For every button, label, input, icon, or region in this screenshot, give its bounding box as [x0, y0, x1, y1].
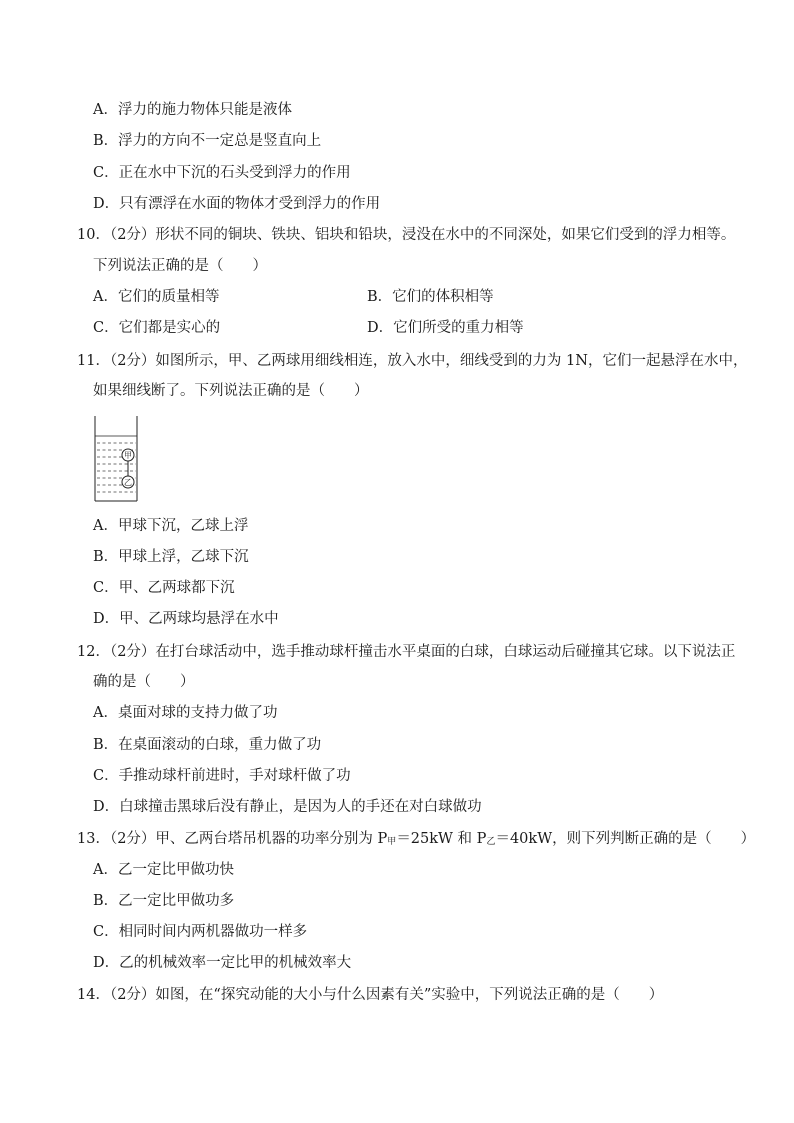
ball-jia-label: 甲 — [124, 451, 132, 460]
q11-option-d: D．甲、乙两球均悬浮在水中 — [93, 611, 279, 627]
q13-stem-part2: ＝25kW 和 P — [396, 831, 487, 847]
q10-option-a: A．它们的质量相等 — [93, 289, 220, 305]
q12-stem-line1: 12．（2分）在打台球活动中，选手推动球杆撞击水平桌面的白球，白球运动后碰撞其它球。以下说法正 — [77, 644, 736, 660]
q11-option-b: B．甲球上浮，乙球下沉 — [93, 549, 249, 565]
q13-option-b: B．乙一定比甲做功多 — [93, 893, 235, 909]
q9-option-c: C．正在水中下沉的石头受到浮力的作用 — [93, 165, 351, 181]
q13-stem-part3: ＝40kW，则下列判断正确的是（ ） — [495, 831, 756, 847]
q10-stem-line2: 下列说法正确的是（ ） — [93, 258, 267, 274]
q14-stem-line1: 14．（2分）如图，在“探究动能的大小与什么因素有关”实验中，下列说法正确的是（ ） — [77, 987, 664, 1003]
q11-beaker-figure — [94, 416, 138, 502]
q10-option-b: B．它们的体积相等 — [367, 289, 494, 305]
q10-stem-line1: 10．（2分）形状不同的铜块、铁块、铝块和铅块，浸没在水中的不同深处，如果它们受到的浮力相等。 — [77, 227, 736, 243]
q12-option-b: B．在桌面滚动的白球，重力做了功 — [93, 737, 322, 753]
q12-stem-line2: 确的是（ ） — [93, 674, 195, 690]
q13-subscript-jia: 甲 — [387, 837, 397, 847]
q12-option-a: A．桌面对球的支持力做了功 — [93, 705, 278, 721]
q13-subscript-yi: 乙 — [486, 837, 496, 847]
q9-option-a: A．浮力的施力物体只能是液体 — [93, 102, 292, 118]
q10-option-d: D．它们所受的重力相等 — [367, 320, 524, 336]
q13-option-a: A．乙一定比甲做功快 — [93, 862, 234, 878]
q13-stem-part1: 13．（2分）甲、乙两台塔吊机器的功率分别为 P — [77, 831, 388, 847]
q11-option-a: A．甲球下沉，乙球上浮 — [93, 518, 249, 534]
q12-option-c: C．手推动球杆前进时，手对球杆做了功 — [93, 768, 351, 784]
q9-option-d: D．只有漂浮在水面的物体才受到浮力的作用 — [93, 196, 381, 212]
q13-option-d: D．乙的机械效率一定比甲的机械效率大 — [93, 955, 352, 971]
q11-stem-line2: 如果细线断了。下列说法正确的是（ ） — [93, 383, 369, 399]
q13-stem — [77, 829, 755, 852]
ball-yi-label: 乙 — [124, 478, 132, 487]
q10-option-c: C．它们都是实心的 — [93, 320, 221, 336]
q11-stem-line1: 11．（2分）如图所示，甲、乙两球用细线相连，放入水中，细线受到的力为 1N，它们一起悬浮在水中， — [77, 353, 748, 369]
q13-option-c: C．相同时间内两机器做功一样多 — [93, 924, 308, 940]
q12-option-d: D．白球撞击黑球后没有静止，是因为人的手还在对白球做功 — [93, 799, 482, 815]
q11-option-c: C．甲、乙两球都下沉 — [93, 580, 235, 596]
q9-option-b: B．浮力的方向不一定总是竖直向上 — [93, 133, 322, 149]
